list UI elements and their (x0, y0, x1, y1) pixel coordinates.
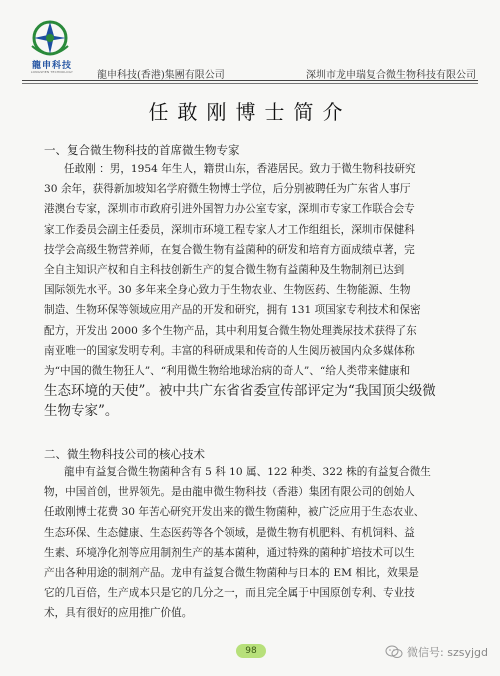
body-line: 生物专家”。 (44, 403, 119, 420)
body-line: 技学会高级生物营养师，在复合微生物有益菌种的研发和培育方面成绩卓著，完 (44, 243, 415, 256)
header-company-left: 龍申科技(香港)集團有限公司 (97, 70, 225, 81)
section-heading-2: 二、微生物科技公司的核心技术 (44, 447, 205, 461)
body-line: 它的几百倍，生产成本只是它的几分之一，而且完全属于中国原创专利、专业技 (44, 587, 415, 600)
body-line: 物，中国首创，世界领先。是由龍申微生物科技（香港）集团有限公司的创始人 (44, 486, 415, 499)
body-line: 术，具有很好的应用推广价值。 (44, 607, 193, 620)
company-logo-icon (22, 16, 78, 64)
header-company-right: 深圳市龙申瑞复合微生物科技有限公司 (306, 70, 476, 81)
body-line: 龍申有益复合微生物菌种含有 5 科 10 属、122 种类、322 株的有益复合微生 (64, 466, 431, 478)
body-line: 全自主知识产权和自主科技创新生产的复合微生物有益菌种及生物制剂已达到 (44, 264, 405, 277)
watermark-text: 微信号: szsyjgd (407, 646, 488, 659)
wechat-watermark (385, 644, 488, 660)
body-line: 30 余年，获得新加坡知名学府微生物博士学位，后分别被聘任为广东省人事厅 (44, 183, 411, 196)
logo-text: 龍申科技 (31, 61, 72, 71)
body-line: 国际领先水平。30 多年来全身心致力于生物农业、生物医药、生物能源、生物 (44, 284, 411, 297)
body-line: 家工作委员会副主任委员，深圳市环境工程专家人才工作组组长，深圳市保健科 (44, 223, 415, 236)
body-line: 生态环境的天使”。被中共广东省省委宣传部评定为“我国顶尖级微 (44, 383, 436, 400)
body-line: 产出各种用途的制剂产品。龙申有益复合微生物菌种与日本的 EM 相比，效果是 (44, 567, 419, 580)
body-line: 任敢刚博士花费 30 年苦心研究开发出来的微生物菌种，被广泛应用于生态农业、 (44, 506, 425, 519)
body-line: 港澳台专家，深圳市市政府引进外国智力办公室专家，深圳市专家工作联合会专 (44, 203, 415, 216)
body-line: 任敢刚 ：男，1954 年生人，籍贯山东，香港居民。致力于微生物科技研究 (64, 163, 416, 175)
wechat-icon (385, 645, 403, 659)
body-line: 为“中国的微生物狂人”、“利用微生物给地球治病的奇人”、“给人类带来健康和 (44, 365, 411, 378)
page-title: 任敢刚博士简介 (148, 100, 352, 124)
logo-subtext: LONGSHEN TECHNOLOGY (30, 70, 74, 74)
section-body-1 (44, 159, 464, 422)
body-line: 生态环保、生态健康、生态医药等各个领域，是微生物有机肥料、有机饲料、益 (44, 526, 415, 539)
header-divider-thin (22, 83, 478, 84)
section-body-2 (44, 462, 464, 624)
body-line: 制造、生物环保等领域应用产品的开发和研究，拥有 131 项国家专利技术和保密 (44, 304, 421, 317)
body-line: 生素、环境净化剂等应用制剂生产的基本菌种，通过特殊的菌种扩培技术可以生 (44, 546, 415, 559)
body-line: 南亚唯一的国家发明专利。丰富的科研成果和传奇的人生阅历被国内众多媒体称 (44, 344, 415, 357)
section-heading-1: 一、复合微生物科技的首席微生物专家 (44, 143, 240, 157)
header-divider (22, 80, 478, 81)
body-line: 配方，开发出 2000 多个生物产品，其中利用复合微生物处理粪尿技术获得了东 (44, 324, 417, 337)
page-number-badge: 98 (236, 644, 266, 658)
